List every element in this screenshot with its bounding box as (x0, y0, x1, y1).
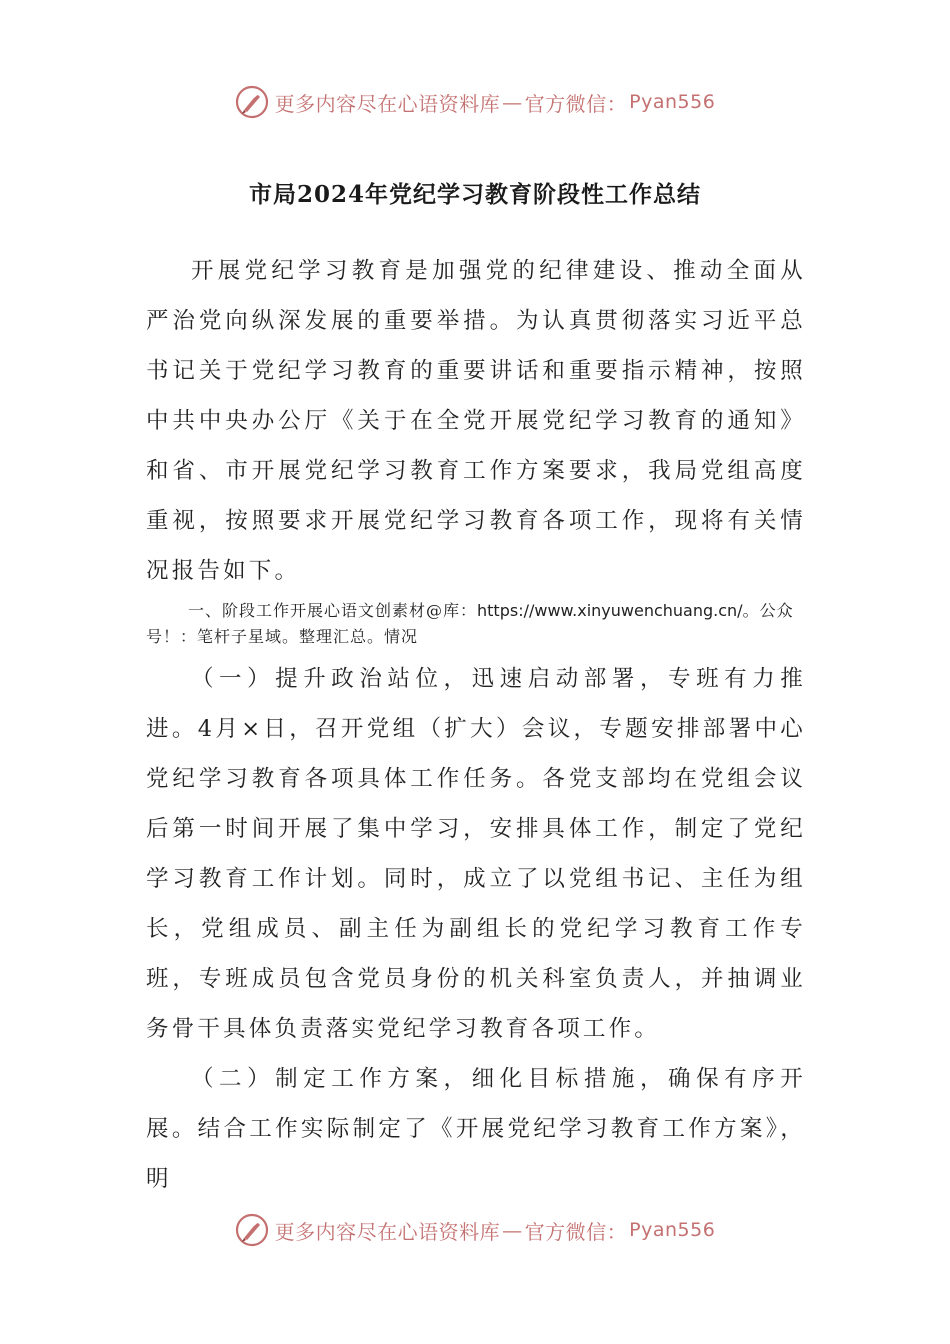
quill-pen-logo-icon (235, 85, 269, 119)
quill-pen-logo-icon (235, 1213, 269, 1247)
watermark-separator: — (502, 90, 523, 114)
watermark-text: 更多内容尽在心语资料库 (274, 91, 501, 116)
document-title: 市局2024年党纪学习教育阶段性工作总结 (248, 181, 701, 208)
section-heading-prefix: 一、阶段工作开展心语文创素材@库： (188, 601, 478, 620)
watermark-text: 更多内容尽在心语资料库 (274, 1219, 501, 1244)
watermark-wechat-label: 官方微信： (524, 91, 628, 116)
intro-paragraph: 开展党纪学习教育是加强党的纪律建设、推动全面从严治党向纵深发展的重要举措。为认真贯彻落实习近平总书记关于党纪学习教育的重要讲话和重要指示精神，按照中共中央办公厅《关于在全党开展党纪学习教育的通知》和省、市开展党纪学习教育工作方案要求，我局党组高度重视，按照要求开展党纪学习教育各项工作，现将有关情况报告如下。 (146, 258, 806, 584)
item-two-paragraph: （二）制定工作方案，细化目标措施，确保有序开展。结合工作实际制定了《开展党纪学习教育工作方案》，明 (146, 1066, 806, 1192)
header-watermark (0, 80, 950, 124)
watermark-separator: — (502, 1218, 523, 1242)
section-heading (146, 596, 806, 654)
item-one-paragraph: （一）提升政治站位，迅速启动部署，专班有力推进。4月×日，召开党组（扩大）会议，专题安排部署中心党纪学习教育各项具体工作任务。各党支部均在党组会议后第一时间开展了集中学习，安排具体工作，制定了党纪学习教育工作计划。同时，成立了以党组书记、主任为组长，党组成员、副主任为副组长的党纪学习教育工作专班，专班成员包含党员身份的机关科室负责人，并抽调业务骨干具体负责落实党纪学习教育各项工作。 (146, 666, 806, 1042)
watermark-wechat-label: 官方微信： (524, 1219, 628, 1244)
document-body (146, 246, 806, 1204)
watermark-wechat-id: Pyan556 (629, 1219, 716, 1241)
section-heading-suffix: 。公众号！：笔杆子星域。整理汇总。情况 (146, 601, 794, 646)
watermark-wechat-id: Pyan556 (629, 91, 716, 113)
section-heading-url: https://www.xinyuwenchuang.cn/ (477, 601, 743, 620)
footer-watermark (0, 1208, 950, 1252)
